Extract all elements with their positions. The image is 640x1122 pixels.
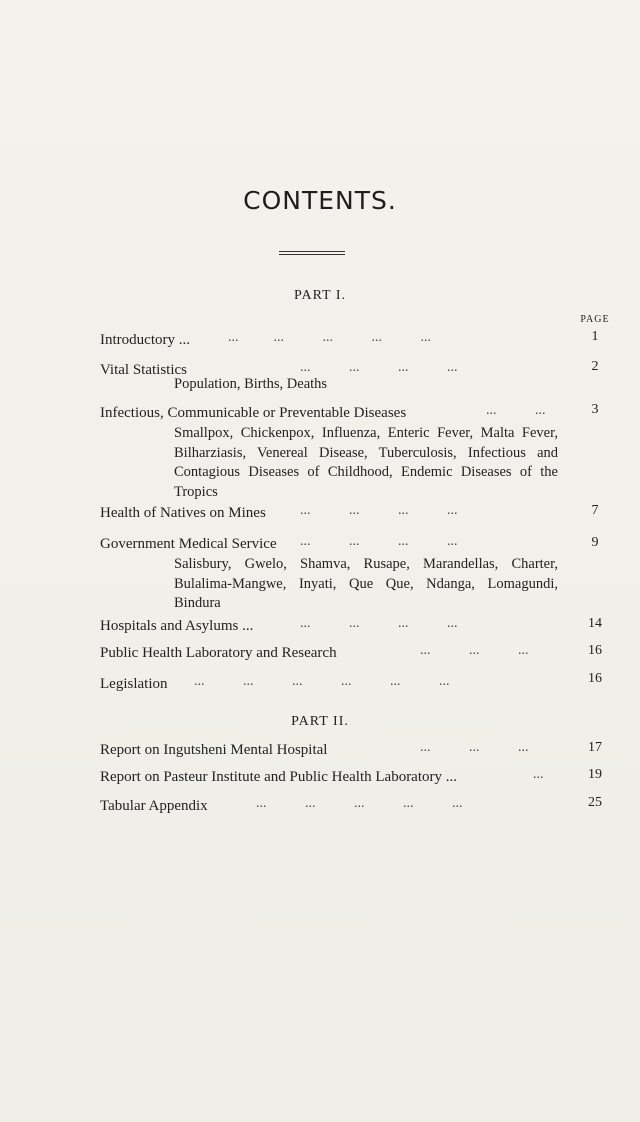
toc-entry-legislation: Legislation [100,676,168,692]
subentry-line: Salisbury, Gwelo, Shamva, Rusape, Marandellas, Charter, [174,556,558,572]
toc-page-ingutsheni-hospital: 17 [588,740,602,755]
leader-dots: ... ... ... [420,643,529,658]
toc-page-public-health-lab: 16 [588,643,602,658]
page-column-label: PAGE [580,314,610,325]
leader-dots: ... [533,767,544,782]
toc-page-pasteur-institute: 19 [588,767,602,782]
toc-page-tabular-appendix: 25 [588,795,602,810]
leader-dots: ... ... ... ... ... [228,330,431,345]
subentry-line: Smallpox, Chickenpox, Influenza, Enteric Fever, Malta Fever, [174,425,558,441]
leader-dots: ... ... ... [420,740,529,755]
leader-dots: ... ... [486,403,546,418]
subentry-line: Bindura [174,595,221,611]
part-two-heading: PART II. [291,714,349,729]
subentry-line: Tropics [174,483,218,500]
toc-page-government-medical-service: 9 [591,535,599,550]
toc-entry-introductory: Introductory ... [100,332,190,348]
toc-entry-pasteur-institute: Report on Pasteur Institute and Public Health Laboratory ... [100,769,458,785]
double-rule-bottom [279,254,345,255]
toc-page-infectious-diseases: 3 [591,402,599,417]
leader-dots: ... ... ... ... [300,616,458,631]
toc-entry-public-health-lab: Public Health Laboratory and Research [100,645,337,661]
leader-dots: ... ... ... ... ... [256,796,463,811]
toc-page-introductory: 1 [591,329,599,344]
contents-heading: CONTENTS. [243,186,397,215]
toc-page-legislation: 16 [588,671,602,686]
subentry-line: Population, Births, Deaths [174,376,328,392]
part-one-heading: PART I. [293,288,347,303]
toc-entry-infectious-diseases: Infectious, Communicable or Preventable Diseases [100,405,407,421]
leader-dots: ... ... ... ... [300,503,458,518]
toc-entry-tabular-appendix: Tabular Appendix [100,798,208,814]
toc-entry-health-natives-mines: Health of Natives on Mines [100,505,266,521]
toc-entry-vital-statistics: Vital Statistics [100,362,188,378]
subentry-line: Bulalima-Mangwe, Inyati, Que Que, Ndanga, Lomagundi, [174,575,558,592]
leader-dots: ... ... ... ... ... ... [194,674,450,689]
toc-subentries-infectious-diseases [174,424,558,502]
subentry-line: Contagious Diseases of Childhood, Endemic Diseases of the [174,464,558,480]
leader-dots: ... ... ... ... [300,534,458,549]
leader-dots: ... ... ... ... [300,360,458,375]
toc-page-health-natives-mines: 7 [591,503,599,518]
toc-entry-government-medical-service: Government Medical Service [100,536,277,552]
double-rule-top [279,251,345,252]
toc-page-vital-statistics: 2 [591,359,599,374]
toc-entry-hospitals-asylums: Hospitals and Asylums ... [100,618,254,634]
toc-subentries-vital-statistics [174,375,558,395]
toc-subentries-government-medical-service [174,555,558,614]
subentry-line: Bilharziasis, Venereal Disease, Tuberculosis, Infectious and [174,444,558,461]
toc-page-hospitals-asylums: 14 [588,616,602,631]
toc-entry-ingutsheni-hospital: Report on Ingutsheni Mental Hospital [100,742,328,758]
